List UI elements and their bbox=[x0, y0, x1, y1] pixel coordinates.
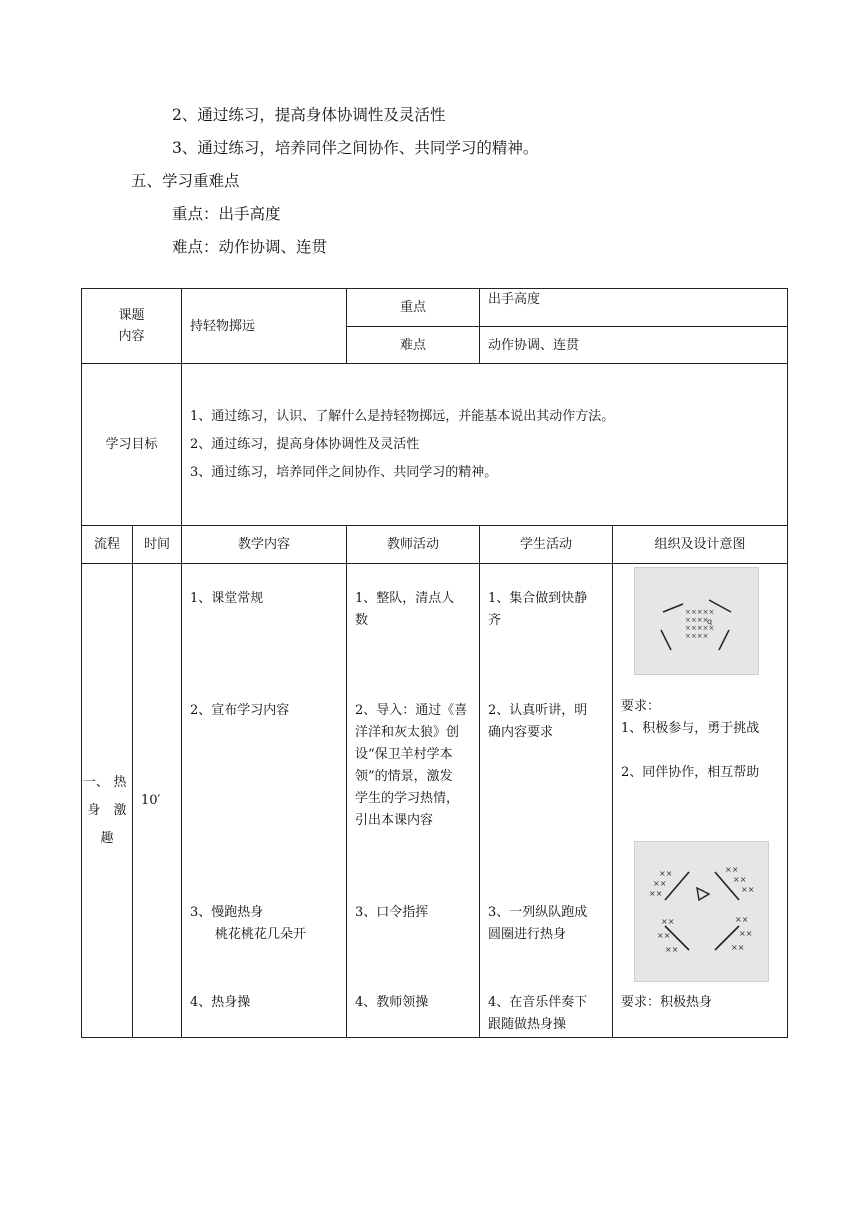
content-item: 2、宣布学习内容 bbox=[190, 703, 290, 718]
student-line: 确内容要求 bbox=[488, 725, 554, 740]
stage-char: 激 bbox=[113, 802, 127, 818]
goal-item: 3、通过练习，培养同伴之间协作、共同学习的精神。 bbox=[190, 464, 498, 480]
teacher-line: 2、导入：通过《喜 bbox=[355, 703, 468, 718]
svg-text:×××××: ××××× bbox=[685, 608, 715, 616]
topic-label-line-2: 内容 bbox=[118, 329, 145, 344]
formation-sketch-icon bbox=[635, 568, 758, 674]
svg-text:××××: ×××× bbox=[685, 632, 709, 640]
org-req-1: 1、积极参与，勇于挑战 bbox=[621, 721, 760, 736]
student-cell bbox=[480, 564, 613, 1038]
key-label-cell bbox=[347, 289, 480, 327]
section-heading-key-points: 五、学习重难点 bbox=[131, 172, 240, 190]
svg-text:××: ×× bbox=[657, 931, 671, 940]
content-item: 4、热身操 bbox=[190, 995, 251, 1010]
lesson-plan-table bbox=[81, 288, 788, 1038]
header-process: 流程 bbox=[82, 526, 133, 564]
svg-text:××××: ×××× bbox=[685, 616, 709, 624]
svg-text:××: ×× bbox=[649, 889, 663, 898]
difficult-point-text: 难点：动作协调、连贯 bbox=[172, 238, 328, 256]
teacher-cell bbox=[347, 564, 480, 1038]
topic-label-cell bbox=[82, 289, 182, 364]
svg-text:××: ×× bbox=[735, 915, 749, 924]
stage-char: 热 bbox=[113, 774, 127, 790]
goals-label: 学习目标 bbox=[105, 437, 158, 452]
student-line: 2、认真听讲，明 bbox=[488, 703, 588, 718]
key-value-cell bbox=[480, 289, 788, 327]
diff-label: 难点 bbox=[400, 337, 427, 353]
student-item-1 bbox=[488, 588, 606, 632]
org-req-last: 要求：积极热身 bbox=[621, 995, 713, 1010]
student-line: 齐 bbox=[488, 613, 502, 628]
teacher-line: 学生的学习热情， bbox=[355, 791, 460, 806]
stage-char: 趣 bbox=[100, 830, 114, 846]
teacher-line: 洋洋和灰太狼》创 bbox=[355, 725, 460, 740]
student-line: 1、集合做到快静 bbox=[488, 591, 588, 606]
teacher-line: 设“保卫羊村学本 bbox=[355, 747, 453, 762]
content-item: 3、慢跑热身 bbox=[190, 905, 264, 920]
goal-item: 1、通过练习，认识、了解什么是持轻物掷远，并能基本说出其动作方法。 bbox=[190, 408, 615, 424]
goals-label-cell bbox=[82, 364, 182, 526]
svg-text:××: ×× bbox=[661, 917, 675, 926]
goal-item: 2、通过练习，提高身体协调性及灵活性 bbox=[190, 436, 420, 452]
svg-text:q: q bbox=[707, 617, 713, 626]
diff-value-cell bbox=[480, 327, 788, 364]
teacher-item-1 bbox=[355, 588, 473, 632]
svg-text:××: ×× bbox=[741, 885, 755, 894]
teacher-line: 引出本课内容 bbox=[355, 813, 434, 828]
diff-value: 动作协调、连贯 bbox=[488, 337, 580, 353]
student-item-3 bbox=[488, 902, 606, 946]
org-req-2: 2、同伴协作，相互帮助 bbox=[621, 765, 760, 780]
stage-cell bbox=[82, 564, 133, 1038]
goals-row bbox=[82, 364, 788, 526]
student-line: 圆圈进行热身 bbox=[488, 927, 567, 942]
teacher-line: 数 bbox=[355, 613, 369, 628]
header-content: 教学内容 bbox=[182, 526, 347, 564]
header-organization: 组织及设计意图 bbox=[613, 526, 788, 564]
teacher-line: 4、教师领操 bbox=[355, 995, 429, 1010]
svg-text:×××××: ××××× bbox=[685, 624, 715, 632]
intro-goal-2: 2、通过练习，提高身体协调性及灵活性 bbox=[172, 106, 446, 124]
organization-cell bbox=[613, 564, 788, 1038]
stage-char: 身 bbox=[87, 802, 101, 818]
content-item: 1、课堂常规 bbox=[190, 591, 264, 606]
teacher-line: 3、口令指挥 bbox=[355, 905, 429, 920]
warmup-row bbox=[82, 564, 788, 1038]
header-time: 时间 bbox=[133, 526, 182, 564]
content-cell bbox=[182, 564, 347, 1038]
svg-text:××: ×× bbox=[659, 869, 673, 878]
formation-diagram-photo-2 bbox=[634, 841, 769, 982]
topic-value: 持轻物掷远 bbox=[190, 318, 256, 334]
stage-char: 一、 bbox=[82, 774, 109, 790]
topic-label-line-1: 课题 bbox=[118, 308, 145, 323]
topic-row bbox=[82, 289, 788, 327]
goals-cell bbox=[182, 364, 788, 526]
time-cell bbox=[133, 564, 182, 1038]
topic-value-cell bbox=[182, 289, 347, 364]
svg-text:××: ×× bbox=[665, 945, 679, 954]
student-line: 3、一列纵队跑成 bbox=[488, 905, 588, 920]
teacher-line: 1、整队，清点人 bbox=[355, 591, 455, 606]
student-line: 跟随做热身操 bbox=[488, 1017, 567, 1032]
key-value: 出手高度 bbox=[488, 292, 541, 307]
student-item-2 bbox=[488, 700, 606, 744]
teacher-item-4 bbox=[355, 992, 473, 1014]
header-teacher: 教师活动 bbox=[347, 526, 480, 564]
teacher-item-3 bbox=[355, 902, 473, 924]
diff-label-cell bbox=[347, 327, 480, 364]
intro-goal-3: 3、通过练习，培养同伴之间协作、共同学习的精神。 bbox=[172, 139, 539, 157]
svg-text:××: ×× bbox=[653, 879, 667, 888]
formation-diagram-photo-1 bbox=[634, 567, 759, 675]
org-req-label: 要求： bbox=[621, 699, 661, 714]
svg-text:××: ×× bbox=[731, 943, 745, 952]
student-item-4 bbox=[488, 992, 606, 1036]
circle-formation-sketch-icon bbox=[635, 842, 768, 981]
time-value: 10′ bbox=[141, 793, 161, 808]
svg-text:××: ×× bbox=[725, 865, 739, 874]
header-student: 学生活动 bbox=[480, 526, 613, 564]
key-label: 重点 bbox=[400, 300, 427, 315]
teacher-item-2 bbox=[355, 700, 473, 832]
key-point-text: 重点：出手高度 bbox=[172, 205, 281, 223]
svg-text:××: ×× bbox=[739, 929, 753, 938]
header-row bbox=[82, 526, 788, 564]
svg-text:××: ×× bbox=[733, 875, 747, 884]
teacher-line: 领”的情景，激发 bbox=[355, 769, 453, 784]
student-line: 4、在音乐伴奏下 bbox=[488, 995, 588, 1010]
content-item: 桃花桃花几朵开 bbox=[215, 927, 307, 942]
